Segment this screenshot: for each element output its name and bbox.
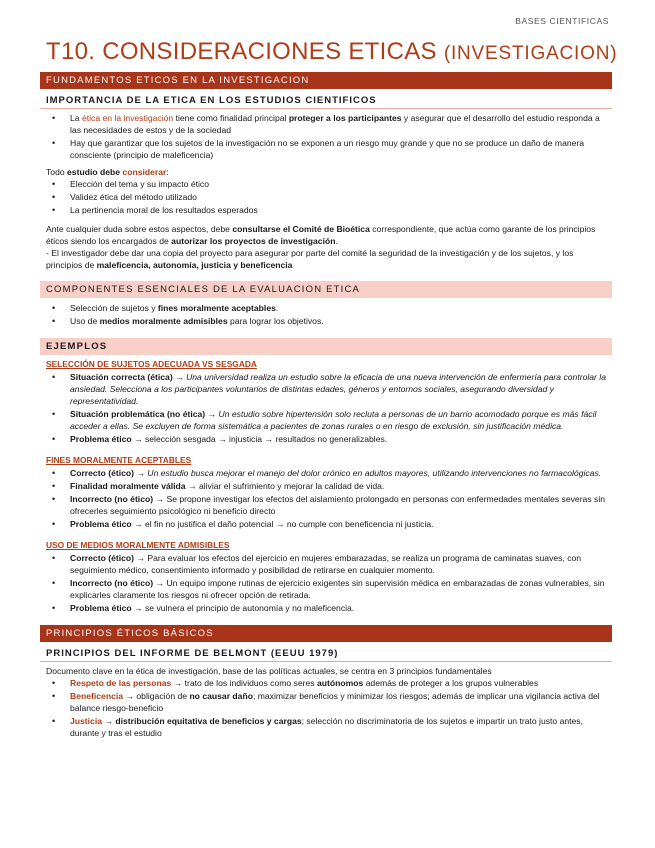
list-item: • Situación correcta (ética) → Una universidad realiza un estudio sobre la eficacia de una nueva intervención de enfermería para controlar la ansiedad. Selecciona a los participantes voluntarios de distintas edades, géneros y entornos sociales, asegurando diversidad y representatividad. — [40, 371, 612, 407]
todo-estudio-text: Todo estudio debe considerar: — [46, 167, 169, 177]
list-item: • Respeto de las personas → trato de los individuos como seres autónomos además de proteger a los grupos vulnerables — [40, 677, 612, 689]
comite-paragraph: Ante cualquier duda sobre estos aspectos, debe consultarse el Comité de Bioética correspondiente, que actúa como garante de los principios éticos siendo los encargados de autorizar los proyectos de investigación. — [46, 224, 596, 246]
list-item: • Problema ético → se vulnera el principio de autonomía y no maleficencia. — [40, 602, 612, 614]
example-group-title: SELECCIÓN DE SUJETOS ADECUADA VS SESGADA — [46, 359, 257, 369]
list-item: • Justicia → distribución equitativa de beneficios y cargas; selección no discriminatoria de los sujetos e impartir un trato justo antes, durante y tras el estudio — [40, 715, 612, 739]
example-list-fines — [40, 467, 612, 530]
example-list-seleccion — [40, 371, 612, 445]
list-item: • La ética en la investigación tiene como finalidad principal proteger a los participantes y asegurar que el desarrollo del estudio responda a las necesidades de estos y de la sociedad — [40, 112, 612, 136]
list-item: • Problema ético → el fin no justifica el daño potencial → no cumple con beneficencia ni justicia. — [40, 518, 612, 530]
title-sub: (INVESTIGACION) — [443, 43, 618, 64]
section-heading-ejemplos: EJEMPLOS — [40, 338, 612, 355]
section-heading-principios: PRINCIPIOS ÉTICOS BÁSICOS — [40, 625, 612, 642]
belmont-intro: Documento clave en la ética de investigación, base de las políticas actuales, se centra en 3 principios fundamentales — [46, 666, 492, 676]
list-item: • Finalidad moralmente válida → aliviar el sufrimiento y mejorar la calidad de vida. — [40, 480, 612, 492]
list-item: • Problema ético → selección sesgada → injusticia → resultados no generalizables. — [40, 433, 612, 445]
list-item: • Uso de medios moralmente admisibles para lograr los objetivos. — [40, 315, 612, 327]
list-item: • Beneficencia → obligación de no causar daño; maximizar beneficios y minimizar los riesgos; además de implicar una vigilancia activa del balance riesgo-beneficio — [40, 690, 612, 714]
example-group-title: FINES MORALMENTE ACEPTABLES — [46, 455, 192, 465]
considerar-list — [40, 178, 612, 216]
running-header: BASES CIENTIFICAS — [515, 16, 609, 26]
list-item: • Selección de sujetos y fines moralmente aceptables. — [40, 302, 612, 314]
title-main: T10. CONSIDERACIONES ETICAS — [46, 38, 437, 65]
list-item: • Incorrecto (no ético) → Se propone investigar los efectos del aislamiento prolongado en personas con enfermedades mentales severas sin ofrecerles seguimiento psicológico ni beneficio directo — [40, 493, 612, 517]
investigador-paragraph: - El investigador debe dar una copia del proyecto para asegurar por parte del comité la seguridad de la investigación y de los sujetos, y los principios de maleficencia, autonomía, justicia y beneficencia — [46, 248, 574, 270]
list-item: • La pertinencia moral de los resultados esperados — [40, 204, 612, 216]
belmont-list — [40, 677, 612, 739]
example-list-medios — [40, 552, 612, 614]
page-title — [46, 38, 617, 66]
subsection-heading-belmont: PRINCIPIOS DEL INFORME DE BELMONT (EEUU 1979) — [40, 645, 612, 662]
list-item: • Incorrecto (no ético) → Un equipo impone rutinas de ejercicio exigentes sin supervisión médica en embarazadas de zonas vulnerables, sin explicarles claramente los riesgos ni ofrecer opción de retirada. — [40, 577, 612, 601]
example-group-title: USO DE MEDIOS MORALMENTE ADMISIBLES — [46, 540, 230, 550]
section-heading-fundamentos: FUNDAMENTOS ETICOS EN LA INVESTIGACION — [40, 72, 612, 89]
list-item: • Correcto (ético) → Un estudio busca mejorar el manejo del dolor crónico en adultos mayores, utilizando intervenciones no farmacológicas. — [40, 467, 612, 479]
content-flow — [40, 72, 612, 740]
componentes-list — [40, 302, 612, 327]
list-item: • Situación problemática (no ética) → Un estudio sobre hipertensión solo recluta a personas de un barrio acomodado porque es más fácil acceder a ellas. Se excluyen de forma sistemática a pacientes de zonas rurales o en riesgo de exclusión, sin justificación médica. — [40, 408, 612, 432]
section-heading-componentes: COMPONENTES ESENCIALES DE LA EVALUACION ETICA — [40, 281, 612, 298]
list-item: • Elección del tema y su impacto ético — [40, 178, 612, 190]
list-item: • Validez ética del método utilizado — [40, 191, 612, 203]
subsection-heading-importancia: IMPORTANCIA DE LA ETICA EN LOS ESTUDIOS CIENTIFICOS — [40, 92, 612, 109]
list-item: • Hay que garantizar que los sujetos de la investigación no se exponen a un riesgo muy grande y que no se produce un daño de manera consciente (principio de maleficencia) — [40, 137, 612, 161]
list-item: • Correcto (ético) → Para evaluar los efectos del ejercicio en mujeres embarazadas, se realiza un programa de caminatas suaves, con seguimiento médico, consentimiento informado y posibilidad de retirarse en cualquier momento. — [40, 552, 612, 576]
importancia-list — [40, 112, 612, 161]
